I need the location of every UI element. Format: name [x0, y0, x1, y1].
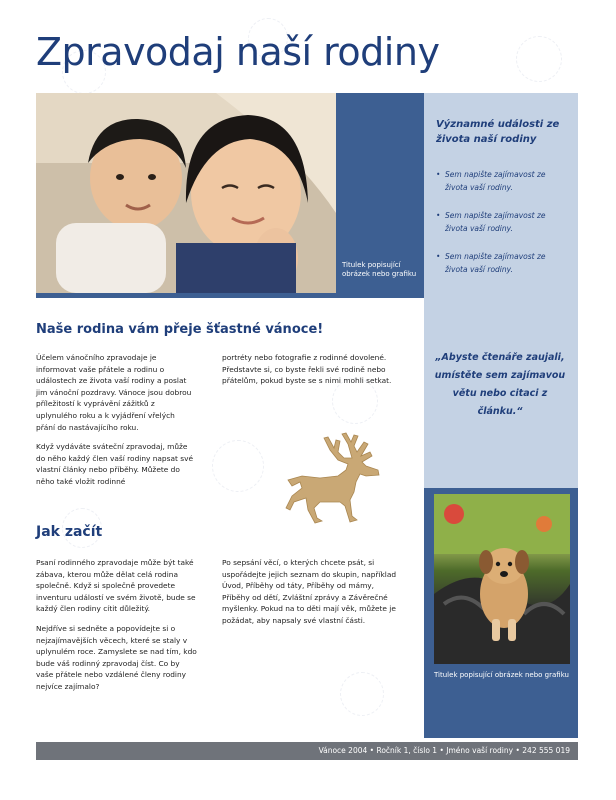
puppy-photo — [434, 494, 570, 664]
sidebar-title: Významné události ze života naší rodiny — [436, 119, 560, 145]
paragraph: Po sepsání věcí, o kterých chcete psát, si uspořádejte jejich seznam do skupin, například Úvod, Příběhy od táty, Příběhy od mámy, Příběhy od dětí, Zvláštní zprávy a Závěrečné myšlenky. Pokud na to děti mají věk, můžete je požádat, aby napsaly své vlastní části. — [222, 558, 397, 625]
puppy-illustration — [434, 494, 570, 664]
sidebar-list — [436, 168, 568, 291]
list-item: • Sem napište zajímavost ze života vaší rodiny. — [436, 250, 568, 276]
article-column — [222, 557, 402, 635]
list-item: • Sem napište zajímavost ze života vaší rodiny. — [436, 168, 568, 194]
photo-caption: Titulek popisující obrázek nebo grafiku — [434, 671, 569, 679]
snowflake-decoration — [212, 440, 264, 492]
children-illustration — [36, 93, 336, 293]
footer-text: Vánoce 2004 • Ročník 1, číslo 1 • Jméno vaší rodiny • 242 555 019 — [318, 746, 570, 755]
article-column — [222, 352, 402, 395]
paragraph: Když vydáváte sváteční zpravodaj, může do něho každý člen vaší rodiny napsat své vlastní články nebo příběhy. Můžete do něho také vložit rodinné — [36, 442, 194, 486]
family-photo — [36, 93, 336, 293]
paragraph: Psaní rodinného zpravodaje může být také zábava, kterou může dělat celá rodina společně. Když si společně provedete inventuru událostí ve svém životě, bude se každý člen rodiny cítit důležitý. — [36, 558, 196, 614]
article-column — [36, 352, 196, 496]
page-title: Zpravodaj naší rodiny — [36, 30, 440, 74]
article-column — [36, 557, 198, 701]
snowflake-decoration — [516, 36, 562, 82]
section-heading: Naše rodina vám přeje šťastné vánoce! — [36, 322, 324, 337]
paragraph: Nejdříve si sedněte a popovídejte si o nejzajímavějších věcech, které se staly v uplynulém roce. Zamyslete se nad tím, kdo bude váš rodinný zpravodaj číst. Co by vaše přátele nebo vzdálené členy rodiny nejvíce zajímalo? — [36, 623, 197, 691]
snowflake-decoration — [340, 672, 384, 716]
photo-caption: Titulek popisující obrázek nebo grafiku — [342, 261, 417, 278]
reindeer-ornament — [280, 430, 385, 525]
paragraph: portréty nebo fotografie z rodinné dovolené. Představte si, co byste řekli své rodině nebo přátelům, pokud byste se s nimi mohli setkat. — [222, 353, 392, 386]
paragraph: Účelem vánočního zpravodaje je informovat vaše přátele a rodinu o událostech ze života vaší rodiny a poslat jim vánoční pozdravy. Vánoce jsou dobrou příležitostí k vyprávění zážitků z uplynulého roku a k vyjádření vřelých přání do nastávajícího roku. — [36, 353, 192, 432]
footer-bar — [36, 742, 578, 760]
pull-quote: „Abyste čtenáře zaujali, umístěte sem zajímavou větu nebo citaci z článku.“ — [434, 352, 566, 417]
list-item: • Sem napište zajímavost ze života vaší rodiny. — [436, 209, 568, 235]
section-heading: Jak začít — [36, 524, 103, 540]
